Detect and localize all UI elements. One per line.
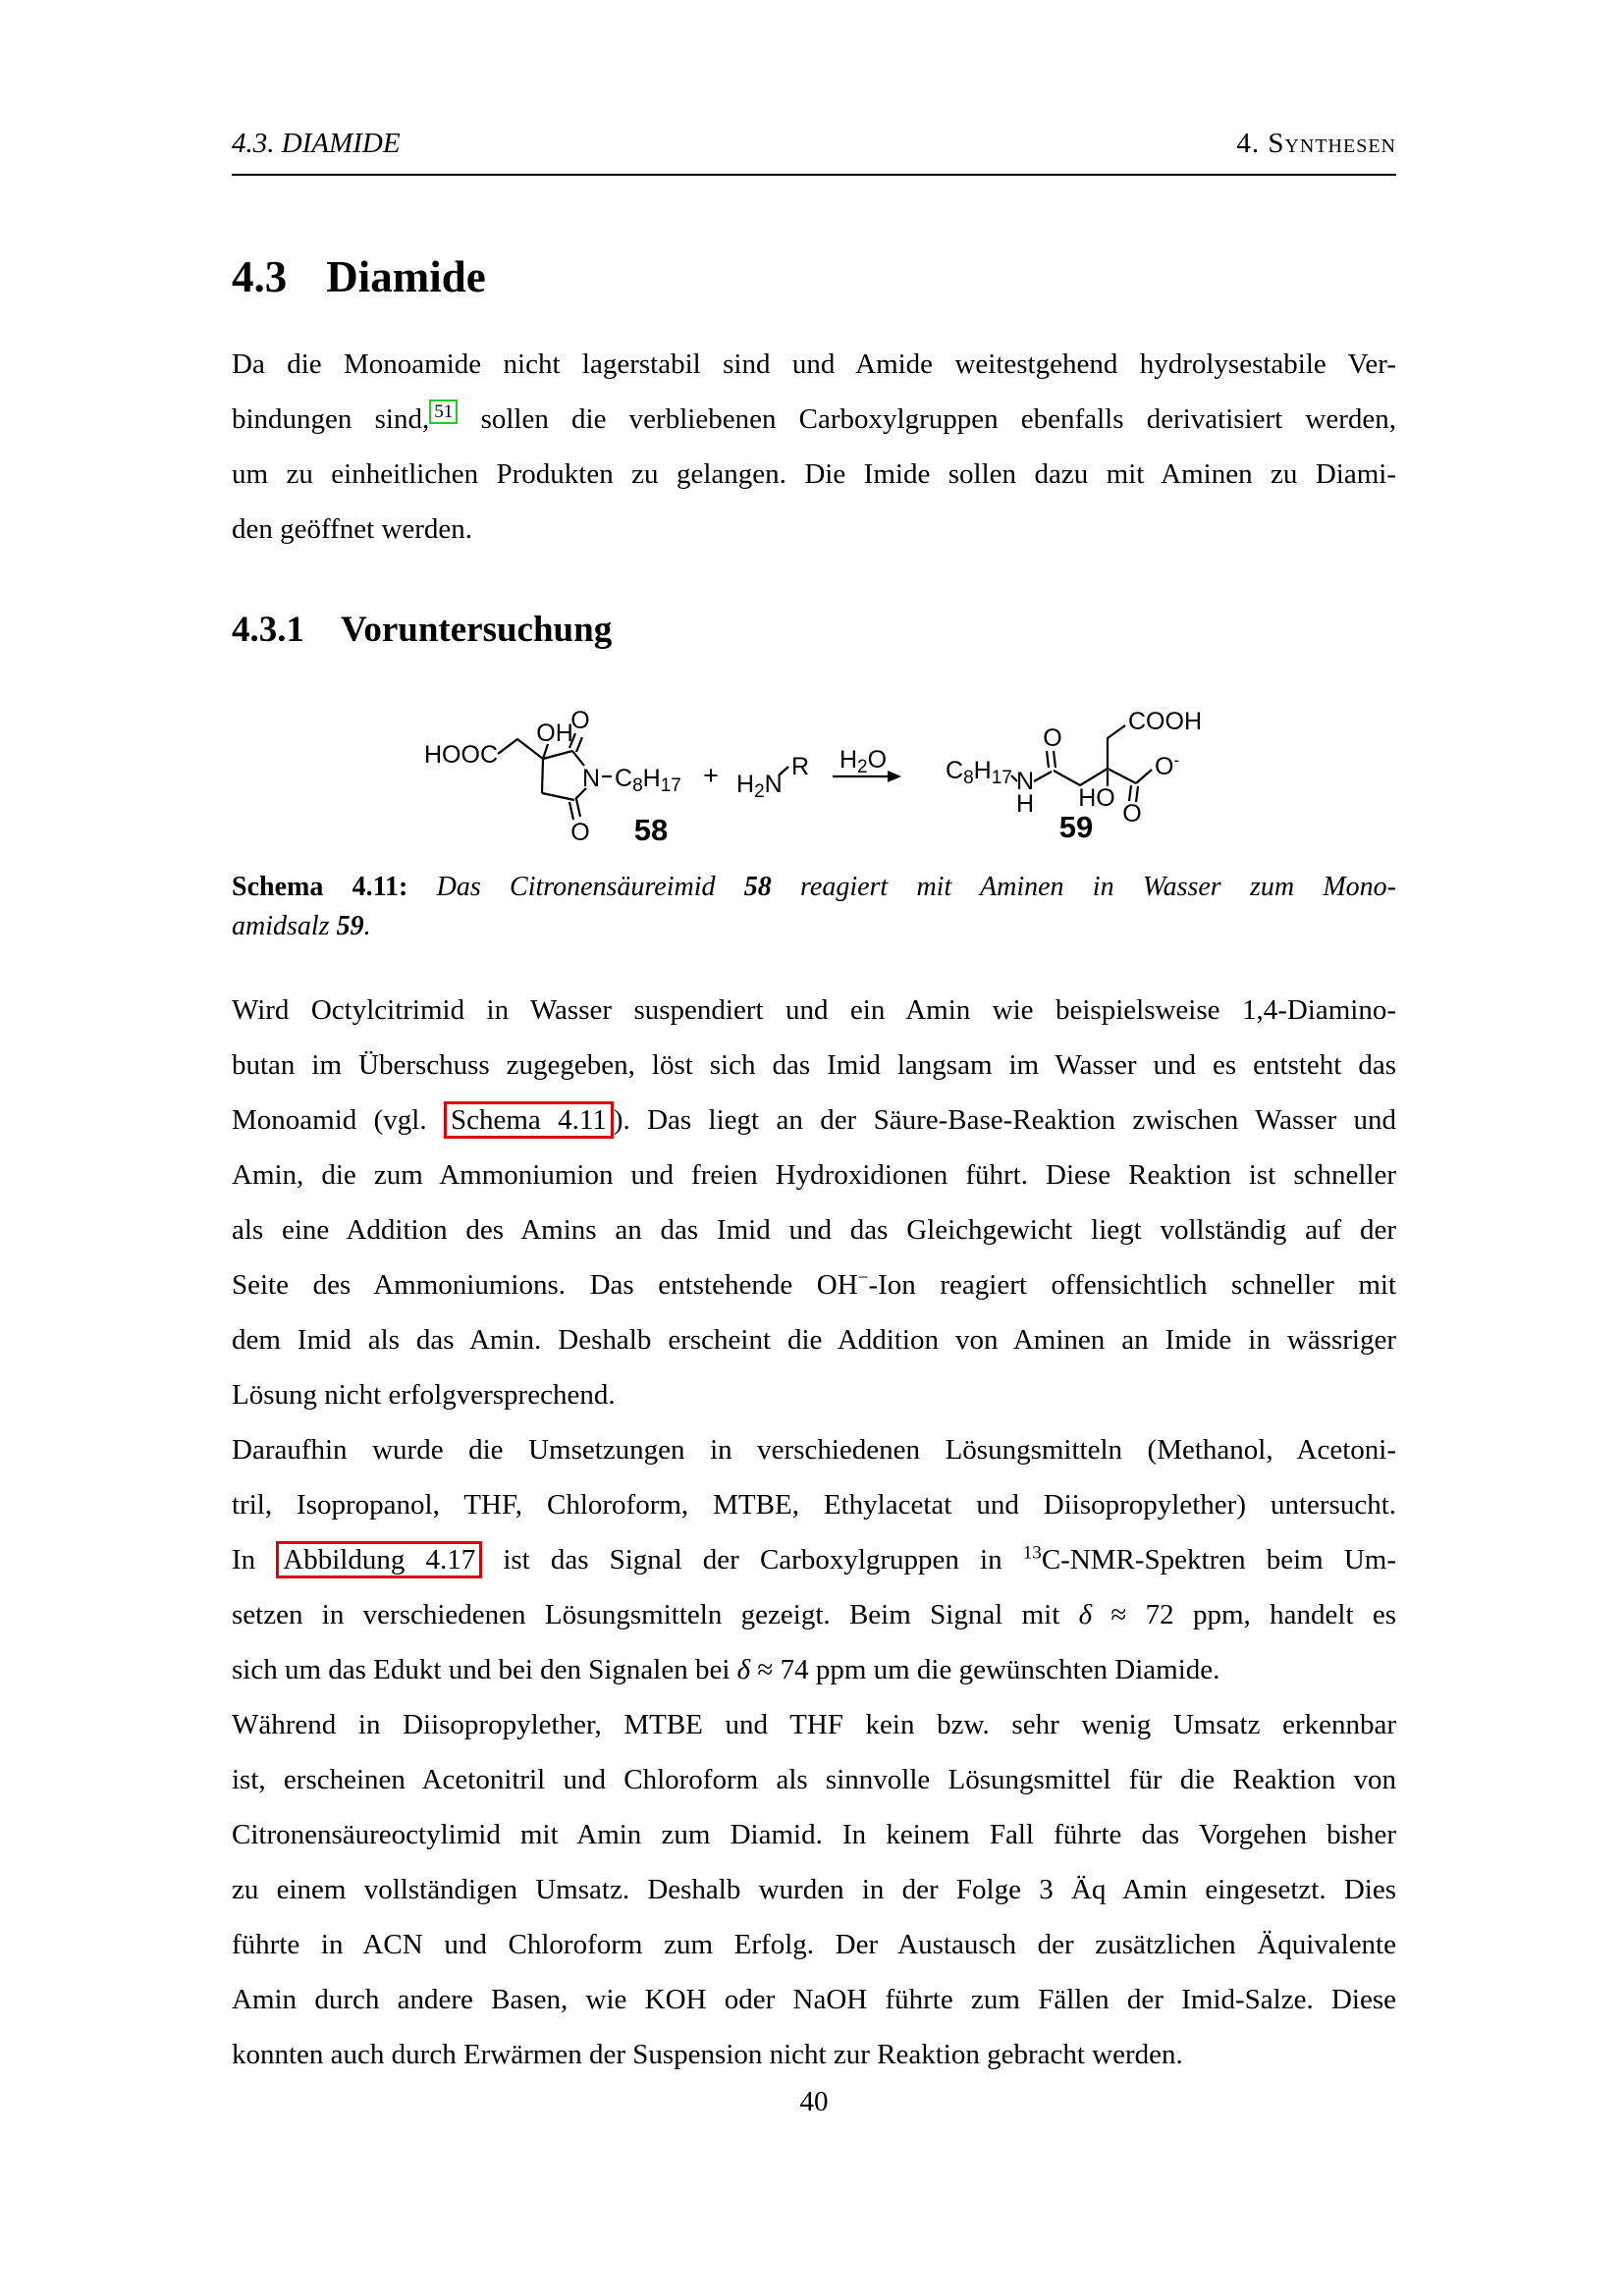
caption-text: Das Citronensäureimid — [407, 872, 744, 902]
amine-reactant — [703, 753, 809, 802]
compound-58-ref: 58 — [743, 872, 772, 902]
compound-58-structure — [424, 707, 681, 847]
schema-4-11-link[interactable]: Schema 4.11 — [444, 1101, 614, 1139]
compound-58-number: 58 — [633, 813, 669, 847]
page-number: 40 — [799, 2086, 829, 2117]
carbon-13-superscript: 13 — [1022, 1542, 1042, 1564]
reaction-scheme-4-11 — [373, 677, 1257, 874]
paragraph-2 — [232, 983, 1396, 2082]
bond — [1034, 772, 1052, 781]
water-reagent-label: $H_2O$ — [839, 746, 888, 777]
plus-sign: + — [703, 761, 719, 790]
hydroxyl-label: HO — [1078, 784, 1115, 812]
text-run: Citronensäureoctylimid mit Amin zum Diamid. In keinem Fall führte das Vorgehen bisher — [232, 1819, 1396, 1850]
text-run: butan im Überschuss zugegeben, löst sich das Imid langsam im Wasser und es entsteht das — [232, 1049, 1396, 1081]
text-line — [232, 1642, 1396, 1697]
amine-label: $H_2N$ — [736, 771, 783, 802]
carboxylate-oxygen-label: O- — [1155, 751, 1180, 780]
text-line — [232, 1917, 1396, 1972]
caption-label: Schema 4.11: — [232, 872, 408, 902]
text-run: sollen die verbliebenen Carboxylgruppen ebenfalls derivatisiert werden, — [458, 403, 1396, 435]
amide-nitrogen-label: N — [1015, 768, 1035, 795]
text-run: ist das Signal der Carboxylgruppen in — [482, 1544, 1023, 1575]
citation-51-link[interactable]: 51 — [429, 400, 458, 424]
running-header — [232, 128, 1396, 176]
bond-to-cooh — [1108, 725, 1125, 769]
subsection-number: 4.3.1 — [232, 610, 304, 650]
compound-59-ref: 59 — [336, 911, 364, 941]
running-header-section: 4.3. DIAMIDE — [232, 128, 401, 159]
text-line — [232, 1587, 1396, 1642]
ring-bond — [542, 759, 543, 793]
text-run: setzen in verschiedenen Lösungsmitteln gezeigt. Beim Signal mit — [232, 1599, 1079, 1630]
text-run: tril, Isopropanol, THF, Chloroform, MTBE, Ethylacetat und Diisopropylether) untersucht. — [232, 1489, 1396, 1521]
octyl-label: $C_8H_{17}$ — [615, 765, 681, 796]
text-run: ist, erscheinen Acetonitril und Chloroform als sinnvolle Lösungsmittel für die Reaktion von — [232, 1764, 1396, 1795]
text-run: Daraufhin wurde die Umsetzungen in verschiedenen Lösungsmitteln (Methanol, Acetoni- — [232, 1434, 1396, 1466]
text-run: führte in ACN und Chloroform zum Erfolg. Der Austausch der zusätzlichen Äquivalente — [232, 1929, 1396, 1960]
ring-nitrogen-label: N — [581, 765, 601, 792]
text-line — [232, 1422, 1396, 1477]
octyl-label: $C_8H_{17}$ — [946, 757, 1012, 788]
r-group-label: R — [791, 753, 810, 780]
text-run: ≈ 74 ppm um die gewünschten Diamide. — [750, 1654, 1220, 1685]
bond-to-carboxylate — [1136, 770, 1152, 783]
caption-text: . — [363, 911, 371, 941]
bond — [1108, 769, 1136, 783]
text-line — [232, 447, 1396, 502]
reaction-arrow — [833, 746, 901, 782]
subsection-heading — [232, 611, 1396, 650]
text-line — [232, 1807, 1396, 1862]
cooh-label: COOH — [1128, 708, 1202, 735]
reaction-scheme-drawing — [373, 677, 1257, 874]
ring-bond — [543, 751, 572, 759]
delta-symbol: δ — [1078, 1599, 1093, 1630]
text-run: dem Imid als das Amin. Deshalb erscheint die Addition von Aminen an Imide in wässriger — [232, 1324, 1396, 1356]
hydroxyl-label: OH — [536, 720, 573, 747]
text-line — [232, 1477, 1396, 1532]
ring-bond — [542, 793, 574, 800]
text-run: Seite des Ammoniumions. Das entstehende OH — [232, 1269, 858, 1301]
text-line — [232, 1202, 1396, 1257]
text-line — [232, 502, 1396, 557]
text-run: sich um das Edukt und bei den Signalen bei — [232, 1654, 737, 1685]
text-run: Amin, die zum Ammoniumion und freien Hydroxidionen führt. Diese Reaktion ist schneller — [232, 1159, 1396, 1191]
caption-text: amidsalz — [232, 911, 337, 941]
text-run: Lösung nicht erfolgversprechend. — [232, 1379, 616, 1411]
text-run: zu einem vollständigen Umsatz. Deshalb wurden in der Folge 3 Äq Amin eingesetzt. Dies — [232, 1874, 1396, 1905]
carbonyl-oxygen-label: O — [570, 707, 590, 734]
text-line — [232, 1532, 1396, 1587]
text-run: Amin durch andere Basen, wie KOH oder NaOH führte zum Fällen der Imid-Salze. Diese — [232, 1984, 1396, 2015]
amide-oxygen-label: O — [1043, 724, 1062, 752]
text-run: Da die Monoamide nicht lagerstabil sind und Amide weitestgehend hydrolysestabile Ver- — [232, 348, 1396, 380]
hydroxide-superscript: − — [857, 1267, 869, 1289]
text-line — [232, 1697, 1396, 1752]
text-run: um zu einheitlichen Produkten zu gelangen. Die Imide sollen dazu mit Aminen zu Diami- — [232, 458, 1396, 490]
delta-symbol: δ — [736, 1654, 751, 1685]
section-number: 4.3 — [232, 252, 288, 301]
double-bond-carbonyl — [569, 799, 580, 820]
caption-line — [232, 907, 1396, 946]
text-run: -Ion reagiert offensichtlich schneller mit — [868, 1269, 1397, 1301]
scheme-caption — [232, 868, 1396, 946]
text-line — [232, 1312, 1396, 1367]
carboxyl-oxygen-label: O — [1122, 800, 1142, 828]
text-line — [232, 2027, 1396, 2082]
ring-bond — [572, 751, 584, 766]
abbildung-4-17-link[interactable]: Abbildung 4.17 — [276, 1541, 482, 1578]
nh-hydrogen-label: H — [1015, 790, 1035, 818]
text-line — [232, 1862, 1396, 1917]
text-line — [232, 1038, 1396, 1093]
double-bond-carbonyl — [1047, 751, 1056, 768]
text-run: Wird Octylcitrimid in Wasser suspendiert und ein Amin wie beispielsweise 1,4-Diamino- — [232, 994, 1396, 1026]
carbonyl-oxygen-label: O — [570, 819, 590, 846]
paragraph-1 — [232, 337, 1396, 557]
text-run: Monoamid (vgl. — [232, 1104, 444, 1136]
carboxylic-acid-label: HOOC — [424, 741, 498, 769]
caption-line — [232, 868, 1396, 907]
section-heading — [232, 253, 1396, 300]
text-line — [232, 983, 1396, 1038]
text-line — [232, 1148, 1396, 1202]
compound-59-number: 59 — [1058, 810, 1094, 844]
text-run: Während in Diisopropylether, MTBE und THF kein bzw. sehr wenig Umsatz erkennbar — [232, 1709, 1396, 1740]
text-run: ≈ 72 ppm, handelt es — [1092, 1599, 1396, 1630]
text-run: ). Das liegt an der Säure-Base-Reaktion zwischen Wasser und — [613, 1104, 1396, 1136]
text-line — [232, 1972, 1396, 2027]
section-title: Diamide — [326, 252, 486, 301]
compound-59-structure — [946, 708, 1202, 844]
text-run: bindungen sind, — [232, 403, 430, 435]
text-line — [232, 337, 1396, 392]
text-run: C-NMR-Spektren beim Um- — [1041, 1544, 1396, 1575]
text-run: als eine Addition des Amins an das Imid und das Gleichgewicht liegt vollständig auf der — [232, 1214, 1396, 1246]
text-run: konnten auch durch Erwärmen der Suspension nicht zur Reaktion gebracht werden. — [232, 2039, 1183, 2070]
text-line — [232, 1257, 1396, 1312]
arrow-head — [888, 771, 901, 782]
text-run: In — [232, 1544, 277, 1575]
caption-text: reagiert mit Aminen in Wasser zum Mono- — [771, 872, 1396, 902]
subsection-title: Voruntersuchung — [341, 610, 613, 650]
text-line — [232, 392, 1396, 447]
text-run: den geöffnet werden. — [232, 513, 473, 545]
running-header-chapter: 4. Synthesen — [1236, 128, 1396, 159]
chain-bond — [1054, 769, 1108, 785]
text-line — [232, 1367, 1396, 1422]
text-line — [232, 1752, 1396, 1807]
text-line — [232, 1093, 1396, 1148]
